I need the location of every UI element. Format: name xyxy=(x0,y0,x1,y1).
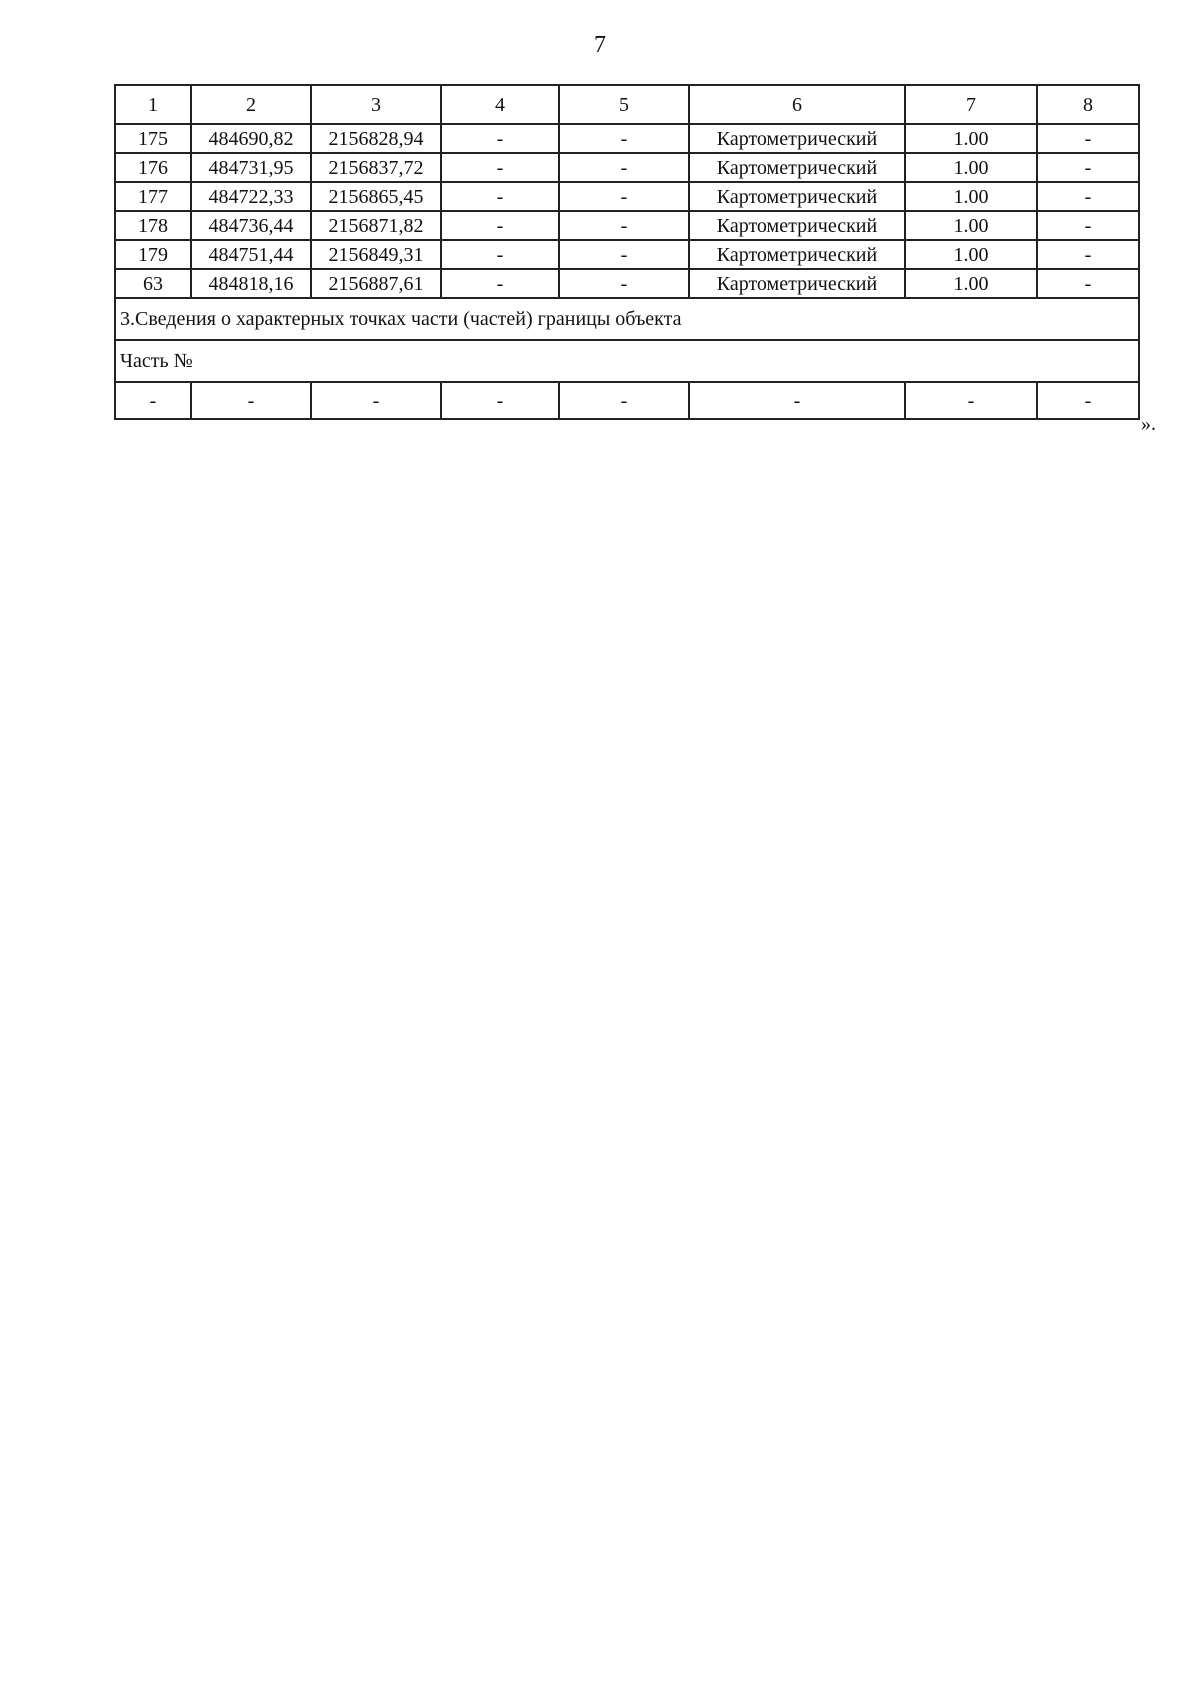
table-cell: - xyxy=(559,269,689,298)
table-cell: Картометрический xyxy=(689,124,905,153)
table-row xyxy=(115,153,1139,182)
table-row xyxy=(115,211,1139,240)
table-cell: - xyxy=(1037,182,1139,211)
table-cell: - xyxy=(441,124,559,153)
column-header: 5 xyxy=(559,85,689,124)
table-header-row xyxy=(115,85,1139,124)
column-header: 7 xyxy=(905,85,1037,124)
table-cell: - xyxy=(1037,153,1139,182)
page-number: 7 xyxy=(594,32,606,58)
table-cell: - xyxy=(689,382,905,419)
table-cell: 178 xyxy=(115,211,191,240)
table-cell: Картометрический xyxy=(689,153,905,182)
table-cell: - xyxy=(441,211,559,240)
table-cell: - xyxy=(115,382,191,419)
table-cell: - xyxy=(441,269,559,298)
table-cell: - xyxy=(441,153,559,182)
coordinates-table xyxy=(114,84,1140,420)
column-header: 3 xyxy=(311,85,441,124)
table-row xyxy=(115,269,1139,298)
table-cell: - xyxy=(559,382,689,419)
column-header: 1 xyxy=(115,85,191,124)
table-cell: 179 xyxy=(115,240,191,269)
section-title-row xyxy=(115,298,1139,340)
table-cell: 2156865,45 xyxy=(311,182,441,211)
table-cell: 2156837,72 xyxy=(311,153,441,182)
table-cell: 484818,16 xyxy=(191,269,311,298)
table-cell: - xyxy=(191,382,311,419)
table-cell: - xyxy=(441,182,559,211)
table-row xyxy=(115,124,1139,153)
closing-quote: ». xyxy=(1141,413,1156,435)
table-row xyxy=(115,382,1139,419)
table-cell: 484751,44 xyxy=(191,240,311,269)
table-cell: Картометрический xyxy=(689,269,905,298)
table-cell: - xyxy=(1037,382,1139,419)
table-cell: 484690,82 xyxy=(191,124,311,153)
table-cell: Картометрический xyxy=(689,211,905,240)
table-cell: - xyxy=(559,240,689,269)
table-cell: 63 xyxy=(115,269,191,298)
column-header: 6 xyxy=(689,85,905,124)
table-cell: - xyxy=(559,211,689,240)
table-cell: 176 xyxy=(115,153,191,182)
table-cell: 1.00 xyxy=(905,124,1037,153)
table-cell: - xyxy=(559,182,689,211)
table-cell: - xyxy=(441,382,559,419)
part-label-row xyxy=(115,340,1139,382)
section-title: 3.Сведения о характерных точках части (частей) границы объекта xyxy=(115,298,1139,340)
column-header: 8 xyxy=(1037,85,1139,124)
table-row xyxy=(115,240,1139,269)
table-cell: - xyxy=(1037,211,1139,240)
table-cell: - xyxy=(1037,124,1139,153)
table-cell: 1.00 xyxy=(905,153,1037,182)
table-cell: 2156887,61 xyxy=(311,269,441,298)
column-header: 2 xyxy=(191,85,311,124)
table-cell: 484722,33 xyxy=(191,182,311,211)
table-cell: 1.00 xyxy=(905,269,1037,298)
table-cell: 1.00 xyxy=(905,211,1037,240)
table-cell: - xyxy=(441,240,559,269)
table-cell: 484736,44 xyxy=(191,211,311,240)
part-label: Часть № xyxy=(115,340,1139,382)
table-cell: - xyxy=(559,153,689,182)
table-cell: 2156828,94 xyxy=(311,124,441,153)
table-cell: - xyxy=(1037,240,1139,269)
column-header: 4 xyxy=(441,85,559,124)
table-cell: 1.00 xyxy=(905,182,1037,211)
table-cell: - xyxy=(905,382,1037,419)
table-cell: 484731,95 xyxy=(191,153,311,182)
table-cell: - xyxy=(559,124,689,153)
table-cell: Картометрический xyxy=(689,240,905,269)
table-cell: - xyxy=(311,382,441,419)
table-row xyxy=(115,182,1139,211)
table-cell: 2156849,31 xyxy=(311,240,441,269)
table-cell: Картометрический xyxy=(689,182,905,211)
table-cell: 175 xyxy=(115,124,191,153)
table-cell: - xyxy=(1037,269,1139,298)
table-cell: 2156871,82 xyxy=(311,211,441,240)
table-cell: 177 xyxy=(115,182,191,211)
table-cell: 1.00 xyxy=(905,240,1037,269)
